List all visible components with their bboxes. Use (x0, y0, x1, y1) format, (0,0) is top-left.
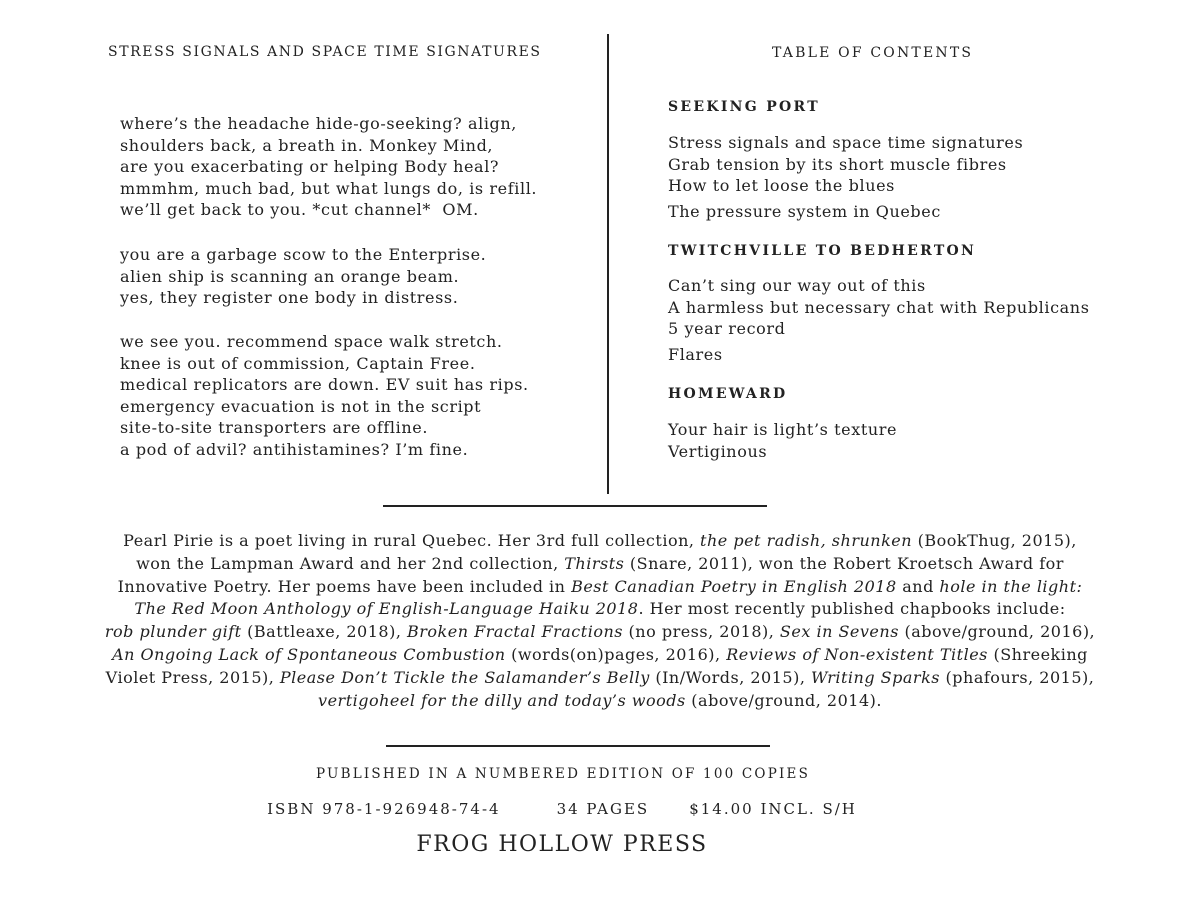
toc-title: TABLE OF CONTENTS (772, 45, 974, 61)
bio-text: (Battleaxe, 2018), (241, 622, 407, 642)
bio-text: . Her most recently published chapbooks include: (638, 599, 1066, 619)
bio-text: (above/ground, 2016), (898, 622, 1096, 642)
poem-line: we’ll get back to you. *cut channel* OM. (120, 200, 479, 219)
poem-line: shoulders back, a breath in. Monkey Mind, (120, 135, 494, 155)
bio-title-italic: Writing Sparks (811, 667, 940, 687)
bio-line (60, 621, 1140, 644)
horizontal-divider (383, 505, 767, 507)
toc-section-list (668, 275, 1090, 365)
toc-section-heading: HOMEWARD (668, 386, 788, 402)
bio-text: Violet Press, 2015), (105, 667, 280, 687)
toc-entry: Grab tension by its short muscle fibres (668, 154, 1007, 174)
bio-title-italic: Best Canadian Poetry in English 2018 (571, 576, 897, 596)
price: $14.00 INCL. S/H (689, 800, 857, 818)
bio-text: (above/ground, 2014). (685, 690, 882, 710)
bio-text: (Shreeking (987, 644, 1088, 664)
bio-line (60, 553, 1140, 576)
bio-line (60, 530, 1140, 553)
toc-entry: Vertiginous (668, 441, 768, 461)
bio-title-italic: rob plunder gift (104, 622, 242, 642)
isbn: ISBN 978-1-926948-74-4 (267, 800, 501, 818)
bio-title-italic: the pet radish, shrunken (700, 531, 913, 550)
poem-stanza (120, 244, 486, 309)
page-count: 34 PAGES (556, 800, 650, 818)
bio-text: (words(on)pages, 2016), (505, 644, 727, 664)
toc-section-heading: TWITCHVILLE TO BEDHERTON (668, 243, 977, 259)
bio-title-italic: hole in the light: (939, 576, 1083, 596)
bio-title-italic: Please Don’t Tickle the Salamander’s Belly (279, 667, 650, 687)
poem-line: are you exacerbating or helping Body heal? (120, 157, 500, 176)
poem-line: we see you. recommend space walk stretch. (120, 332, 503, 351)
bio-line (60, 598, 1140, 621)
poem-stanza (120, 113, 537, 221)
toc-entry: Your hair is light’s texture (668, 420, 898, 439)
poem-line: mmmhm, much bad, but what lungs do, is refill. (120, 178, 538, 198)
toc-section-list (668, 419, 897, 462)
toc-section-heading: SEEKING PORT (668, 99, 820, 115)
poem-line: yes, they register one body in distress. (120, 288, 459, 307)
bio-text: (Snare, 2011), won the Robert Kroetsch Award for (624, 553, 1064, 573)
poem-line: where’s the headache hide-go-seeking? align, (120, 114, 517, 133)
bio-title-italic: An Ongoing Lack of Spontaneous Combustion (112, 644, 506, 664)
poem-line: site-to-site transporters are offline. (120, 418, 429, 437)
bio-text: (BookThug, 2015), (912, 531, 1077, 550)
vertical-divider (607, 34, 609, 494)
bio-text: (no press, 2018), (622, 622, 780, 642)
bio-line (60, 667, 1140, 690)
bio-title-italic: Sex in Sevens (779, 622, 899, 642)
poem-line: a pod of advil? antihistamines? I’m fine. (120, 439, 469, 459)
toc-entry: The pressure system in Quebec (668, 201, 941, 221)
bio-line (60, 690, 1140, 713)
poem-line: emergency evacuation is not in the script (120, 396, 482, 416)
toc-entry: Can’t sing our way out of this (668, 276, 926, 295)
bio-title-italic: The Red Moon Anthology of English-Language Haiku 2018 (134, 599, 639, 619)
bio-text: (phafours, 2015), (939, 667, 1095, 687)
bio-text: and (896, 576, 940, 596)
horizontal-divider (386, 745, 770, 747)
poem-line: you are a garbage scow to the Enterprise. (120, 245, 487, 264)
bio-text: (In/Words, 2015), (649, 667, 811, 687)
toc-entry: Stress signals and space time signatures (668, 133, 1024, 152)
bio-title-italic: Reviews of Non-existent Titles (726, 644, 988, 664)
toc-section-list (668, 132, 1023, 222)
bio-line (60, 644, 1140, 667)
author-bio (60, 530, 1140, 712)
poem-line: knee is out of commission, Captain Free. (120, 353, 476, 373)
publication-details (0, 800, 1124, 818)
toc-entry: 5 year record (668, 319, 786, 338)
poem-line: alien ship is scanning an orange beam. (120, 266, 460, 286)
bio-text: Pearl Pirie is a poet living in rural Quebec. Her 3rd full collection, (123, 531, 701, 550)
bio-line (60, 576, 1140, 599)
bio-text: won the Lampman Award and her 2nd collection, (136, 553, 565, 573)
toc-entry: Flares (668, 344, 723, 364)
bio-title-italic: Broken Fractal Fractions (407, 622, 623, 642)
bio-text: Innovative Poetry. Her poems have been included in (117, 576, 572, 596)
poem-stanza (120, 331, 529, 460)
bio-title-italic: vertigoheel for the dilly and today’s woods (318, 690, 686, 710)
publisher-name: FROG HOLLOW PRESS (416, 832, 708, 857)
bio-title-italic: Thirsts (564, 553, 625, 573)
poem-line: medical replicators are down. EV suit has rips. (120, 375, 529, 394)
toc-entry: A harmless but necessary chat with Republicans (668, 297, 1090, 317)
toc-entry: How to let loose the blues (668, 176, 895, 195)
edition-notice: PUBLISHED IN A NUMBERED EDITION OF 100 COPIES (315, 766, 811, 782)
poem-title: STRESS SIGNALS AND SPACE TIME SIGNATURES (108, 44, 542, 60)
